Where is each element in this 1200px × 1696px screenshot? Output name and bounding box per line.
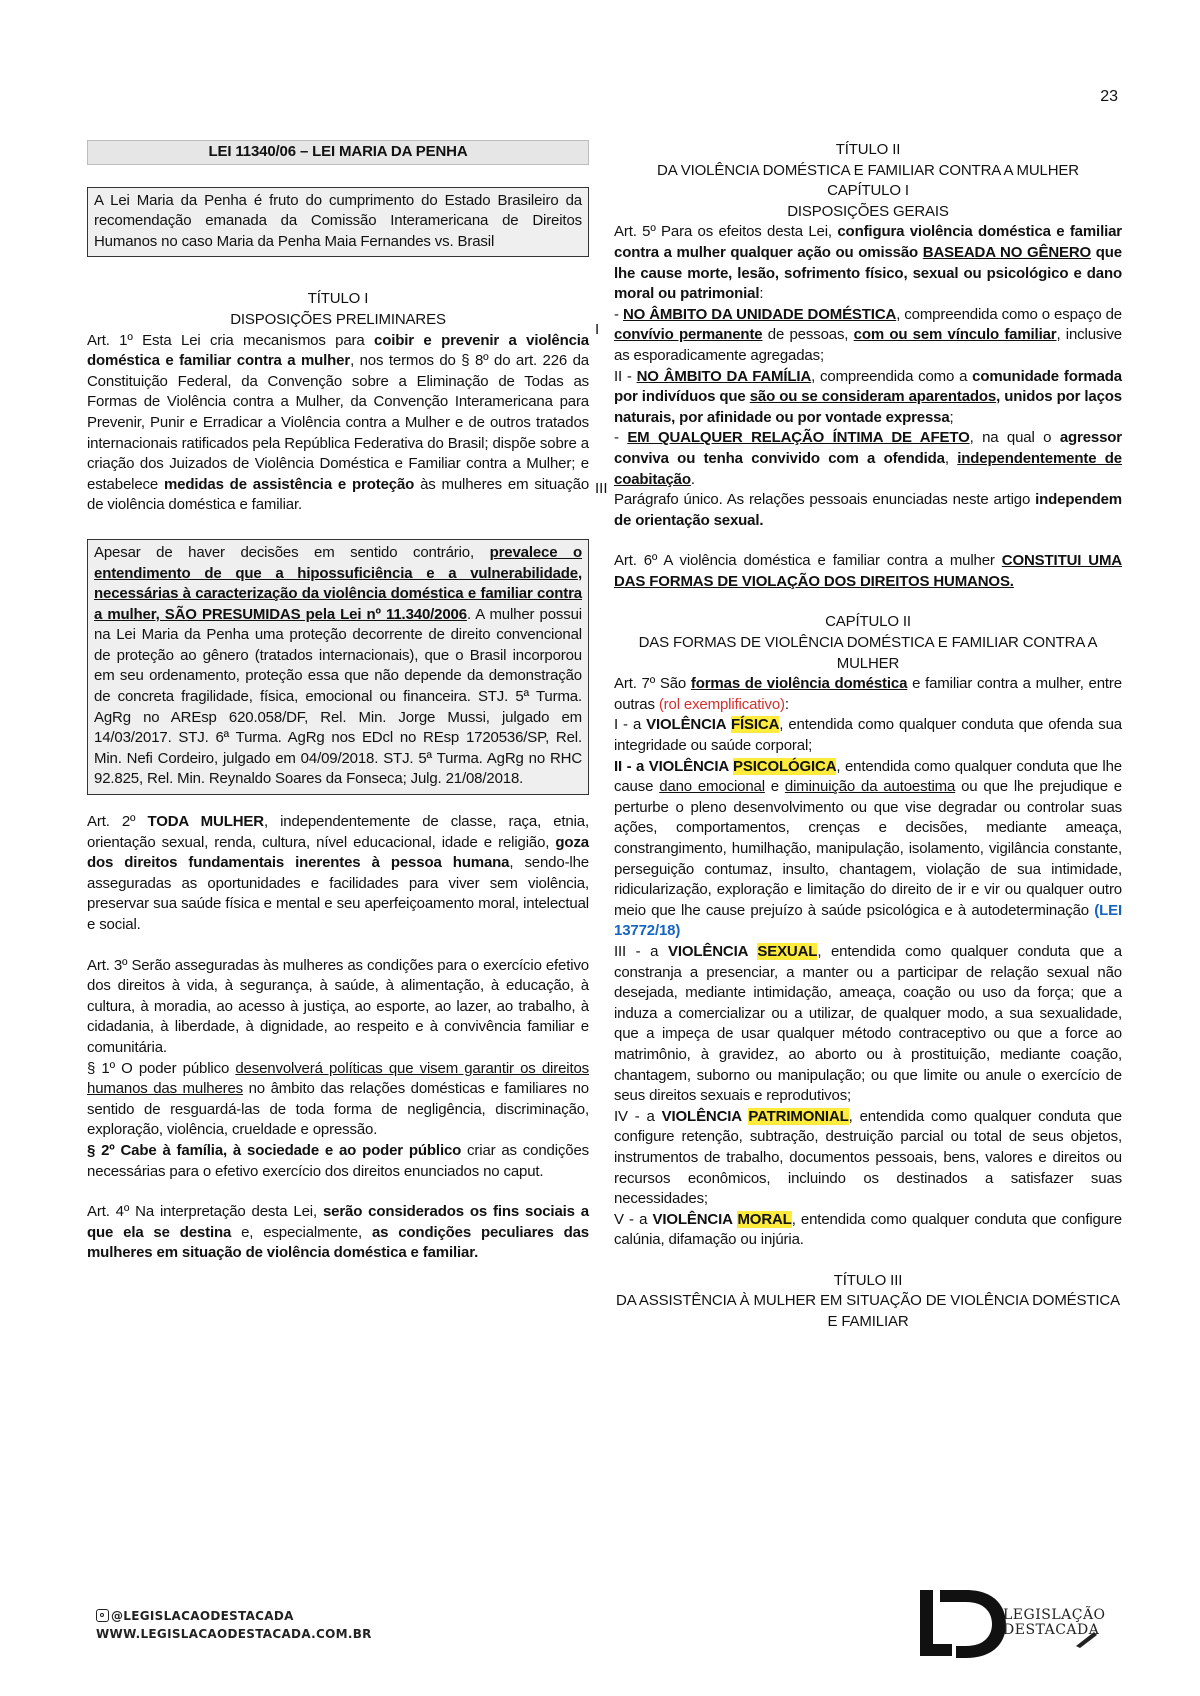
art-7: Art. 7º São formas de violência doméstica e familiar contra a mulher, entre outras (rol exemplificativo): xyxy=(614,675,1122,713)
art-2: Art. 2º TODA MULHER, independentemente de classe, raça, etnia, orientação sexual, renda, cultura, nível educacional, idade e religião, goza dos direitos fundamentais inerentes à pessoa humana, sendo-lhe asseguradas as oportunidades e facilidades para viver sem violência, preservar sua saúde física e mental e seu aperfeiçoamento moral, intelectual e social. xyxy=(87,813,589,933)
art-7-item-ii: II - a VIOLÊNCIA PSICOLÓGICA, entendida como qualquer conduta que lhe cause dano emocional e diminuição da autoestima ou que lhe prejudique e perturbe o pleno desenvolvimento ou que vise degradar ou controlar suas ações, comportamentos, crenças e decisões, mediante ameaça, constrangimento, humilhação, manipulação, isolamento, vigilância constante, perseguição contumaz, insulto, chantagem, violação de sua intimidade, ridicularização, exploração e limitação do direito de ir e vir ou qualquer outro meio que lhe cause prejuízo à saúde psicológica e à autodeterminação (LEI 13772/18) xyxy=(614,757,1122,940)
logo-line-2: DESTACADA xyxy=(1003,1622,1100,1638)
capitulo-2: CAPÍTULO II xyxy=(825,613,911,631)
art-5-item-i: - NO ÂMBITO DA UNIDADE DOMÉSTICA, compreendida como o espaço de convívio permanente de pessoas, com ou sem vínculo familiar, inclusive as esporadicamente agregadas; xyxy=(614,305,1122,364)
art-5-item-iii: - EM QUALQUER RELAÇÃO ÍNTIMA DE AFETO, na qual o agressor conviva ou tenha convivido com a ofendida, independentemente de coabitação. xyxy=(614,429,1122,488)
titulo-2-subtitle: DA VIOLÊNCIA DOMÉSTICA E FAMILIAR CONTRA A MULHER xyxy=(657,161,1079,179)
art-5-item-ii: II - NO ÂMBITO DA FAMÍLIA, compreendida como a comunidade formada por indivíduos que são ou se consideram aparentados, unidos por laços naturais, por afinidade ou por vontade expressa; xyxy=(614,367,1122,426)
jurisprudence-box xyxy=(87,539,589,795)
right-column xyxy=(614,140,1122,1333)
capitulo-2-subtitle: DAS FORMAS DE VIOLÊNCIA DOMÉSTICA E FAMILIAR CONTRA A MULHER xyxy=(638,634,1098,672)
art-5: Art. 5º Para os efeitos desta Lei, configura violência doméstica e familiar contra a mulher qualquer ação ou omissão BASEADA NO GÊNERO que lhe cause morte, lesão, sofrimento físico, sexual ou psicológico e dano moral ou patrimonial: xyxy=(614,223,1122,303)
intro-text: A Lei Maria da Penha é fruto do cumprimento do Estado Brasileiro da recomendação emanada da Comissão Interamericana de Direitos Humanos no caso Maria da Penha Maia Fernandes vs. Brasil xyxy=(94,191,582,250)
titulo-2: TÍTULO II xyxy=(835,141,901,158)
law-title: LEI 11340/06 – LEI MARIA DA PENHA xyxy=(87,140,589,165)
logo-line-1: LEGISLAÇÃO xyxy=(1003,1607,1106,1623)
capitulo-1: CAPÍTULO I xyxy=(827,182,909,200)
titulo-3-subtitle: DA ASSISTÊNCIA À MULHER EM SITUAÇÃO DE VIOLÊNCIA DOMÉSTICA E FAMILIAR xyxy=(616,1292,1120,1331)
art-7-item-i: I - a VIOLÊNCIA FÍSICA, entendida como qualquer conduta que ofenda sua integridade ou saúde corporal; xyxy=(614,716,1122,755)
art-6: Art. 6º A violência doméstica e familiar contra a mulher CONSTITUI UMA DAS FORMAS DE VIOLAÇÃO DOS DIREITOS HUMANOS. xyxy=(614,552,1122,590)
capitulo-1-subtitle: DISPOSIÇÕES GERAIS xyxy=(787,202,949,220)
art-4: Art. 4º Na interpretação desta Lei, serão considerados os fins sociais a que ela se destina e, especialmente, as condições peculiares das mulheres em situação de violência doméstica e familiar. xyxy=(87,1203,589,1262)
page-number: 23 xyxy=(1100,88,1118,105)
instagram-handle: @LEGISLACAODESTACADA xyxy=(111,1609,294,1623)
art-7-item-iii: III - a VIOLÊNCIA SEXUAL, entendida como qualquer conduta que a constranja a presenciar, a manter ou a participar de relação sexual não desejada, mediante intimidação, ameaça, coação ou uso da força; que a induza a comercializar ou a utilizar, de qualquer modo, a sua sexualidade, que a impeça de usar qualquer método contraceptivo ou que a force ao matrimônio, à gravidez, ao aborto ou à prostituição, mediante coação, chantagem, suborno ou manipulação; ou que limite ou anule o exercício de seus direitos sexuais e reprodutivos; xyxy=(614,942,1122,1105)
art-3: Art. 3º Serão asseguradas às mulheres as condições para o exercício efetivo dos direitos à vida, à segurança, à saúde, à alimentação, à educação, à cultura, à moradia, ao acesso à justiça, ao esporte, ao lazer, ao trabalho, à cidadania, à liberdade, à dignidade, ao respeito e à convivência familiar e comunitária. xyxy=(87,956,589,1056)
titulo-1-subtitle: DISPOSIÇÕES PRELIMINARES xyxy=(230,310,446,328)
logo-text xyxy=(1003,1608,1106,1638)
footer-instagram[interactable] xyxy=(96,1607,372,1625)
titulo-3: TÍTULO III xyxy=(833,1271,903,1289)
art-5-paragrafo-unico: Parágrafo único. As relações pessoais enunciadas neste artigo independem de orientação sexual. xyxy=(614,491,1122,529)
titulo-1: TÍTULO I xyxy=(307,290,369,308)
footer-website[interactable]: WWW.LEGISLACAODESTACADA.COM.BR xyxy=(96,1627,372,1641)
art-7-item-iv: IV - a VIOLÊNCIA PATRIMONIAL, entendida como qualquer conduta que configure retenção, subtração, destruição parcial ou total de seus objetos, instrumentos de trabalho, documentos pessoais, bens, valores e direitos ou recursos econômicos, incluindo os destinados a satisfazer suas necessidades; xyxy=(614,1107,1122,1208)
footer-contacts xyxy=(96,1607,372,1643)
jurisprudence-text: Apesar de haver decisões em sentido contrário, prevalece o entendimento de que a hipossuficiência e a vulnerabilidade, necessárias à caracterização da violência doméstica e familiar contra a mulher, SÃO PRESUMIDAS pela Lei nº 11.340/2006. A mulher possui na Lei Maria da Penha uma proteção decorrente de direito convencional de proteção ao gênero (tratados internacionais), que o Brasil incorporou em seu ordenamento, proteção essa que não depende da demonstração de concreta fragilidade, física, emocional ou financeira. STJ. 5ª Turma. AgRg no AREsp 620.058/DF, Rel. Min. Jorge Mussi, julgado em 14/03/2017. STJ. 6ª Turma. AgRg nos EDcl no REsp 1720536/SP, Rel. Min. Nefi Cordeiro, julgado em 04/09/2018. STJ. 5ª Turma. AgRg no RHC 92.825, Rel. Min. Reynaldo Soares da Fonseca; Julg. 21/08/2018. xyxy=(94,543,583,788)
margin-numeral-iii: III xyxy=(595,480,608,497)
art-1: Art. 1º Esta Lei cria mecanismos para coibir e prevenir a violência doméstica e familiar contra a mulher, nos termos do § 8º do art. 226 da Constituição Federal, da Convenção sobre a Eliminação de Todas as Formas de Violência contra a Mulher, da Convenção Interamericana para Prevenir, Punir e Erradicar a Violência contra a Mulher e de outros tratados internacionais ratificados pela República Federativa do Brasil; dispõe sobre a criação dos Juizados de Violência Doméstica e Familiar contra a Mulher; e estabelece medidas de assistência e proteção às mulheres em situação de violência doméstica e familiar. xyxy=(87,331,590,514)
instagram-icon xyxy=(96,1609,109,1622)
art-7-item-v: V - a VIOLÊNCIA MORAL, entendida como qualquer conduta que configure calúnia, difamação ou injúria. xyxy=(614,1210,1122,1249)
art-3-paragraph-1: § 1º O poder público desenvolverá políticas que visem garantir os direitos humanos das mulheres no âmbito das relações domésticas e familiares no sentido de resguardá-las de toda forma de negligência, discriminação, exploração, violência, crueldade e opressão. xyxy=(87,1059,590,1139)
art-3-paragraph-2: § 2º Cabe à família, à sociedade e ao poder público criar as condições necessárias para o efetivo exercício dos direitos enunciados no caput. xyxy=(87,1141,589,1180)
margin-numeral-i: I xyxy=(595,321,600,338)
intro-box xyxy=(87,187,589,258)
left-column xyxy=(87,140,589,1264)
